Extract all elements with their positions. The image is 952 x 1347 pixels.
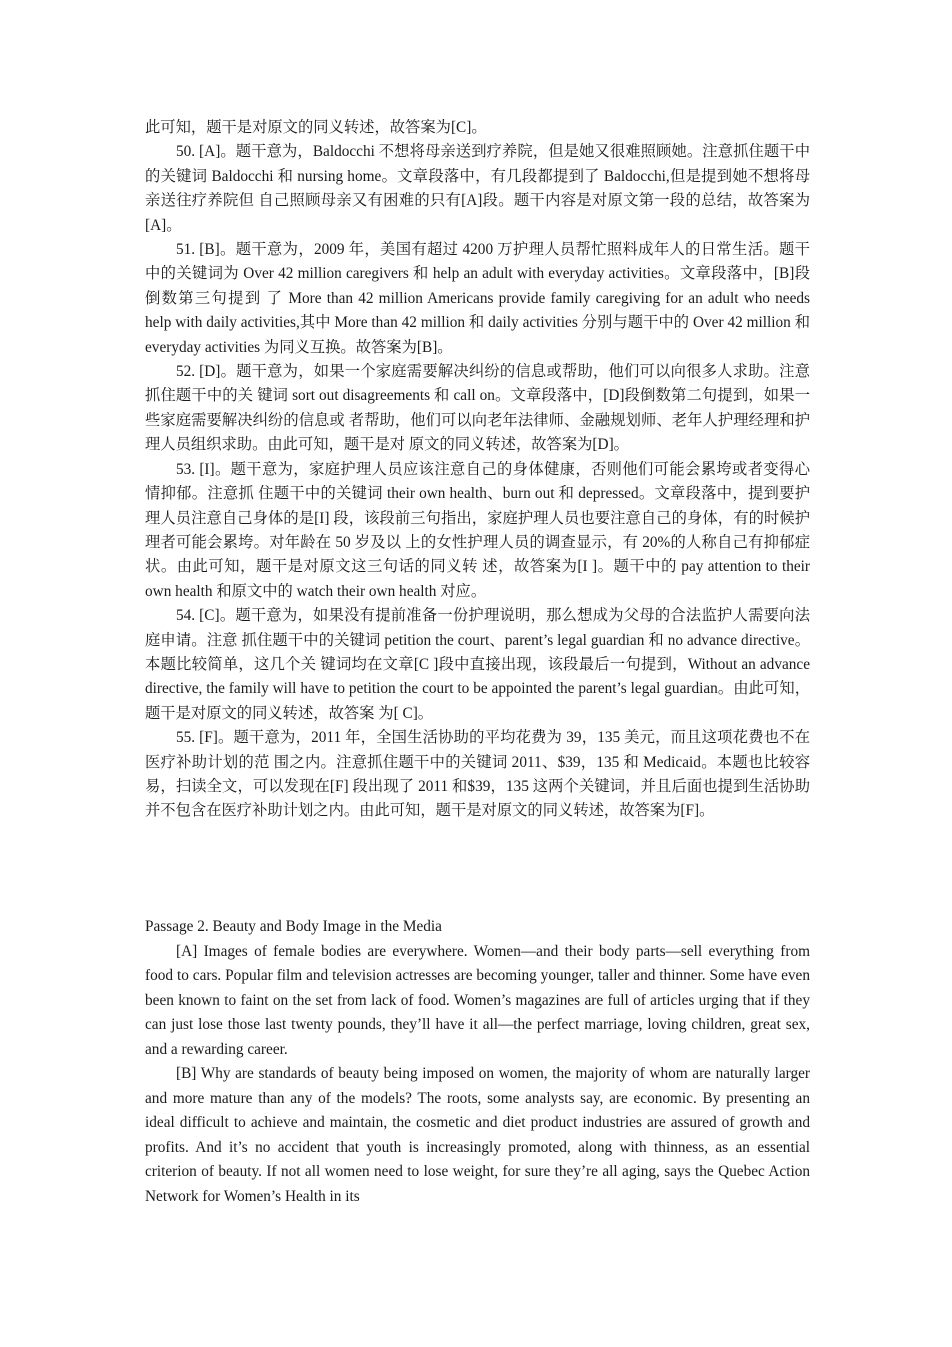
passage-paragraph-a: [A] Images of female bodies are everywhere. Women—and their body parts—sell everything from food to cars. Popular film and television actresses are becoming younger, taller and thinner. Some have even been known to faint on the set from lack of food. Women’s magazines are full of articles urging that if they can just lose those last twenty pounds, they’ll have it all—the perfect marriage, loving children, great sex, and a rewarding career. bbox=[145, 942, 810, 1058]
answer-50: 50. [A]。题干意为，Baldocchi 不想将母亲送到疗养院，但是她又很难照顾她。注意抓住题干中的关键词 Baldocchi 和 nursing home。文章段落中，有几段都提到了 Baldocchi,但是提到她不想将母亲送往疗养院但 自己照顾母亲又有困难的只有[A]段。题干内容是对原文第一段的总结，故答案为[A]。 bbox=[145, 143, 810, 234]
answer-55: 55. [F]。题干意为，2011 年，全国生活协助的平均花费为 39，135 美元，而且这项花费也不在医疗补助计划的范 围之内。注意抓住题干中的关键词 2011、$39，135 和 Medicaid。本题也比较容易，扫读全文，可以发现在[F] 段出现了 2011 和$39，135 这两个关键词，并且后面也提到生活协助并不包含在医疗补助计划之内。由此可知，题干是对原文的同义转述，故答案为[F]。 bbox=[145, 729, 810, 820]
answer-52: 52. [D]。题干意为，如果一个家庭需要解决纠纷的信息或帮助，他们可以向很多人求助。注意抓住题干中的关 键词 sort out disagreements 和 call on。文章段落中，[D]段倒数第二句提到，如果一些家庭需要解决纠纷的信息或 者帮助，他们可以向老年法律师、金融规划师、老年人护理经理和护理人员组织求助。由此可知，题干是对 原文的同义转述，故答案为[D]。 bbox=[145, 363, 810, 454]
passage-paragraph-b: [B] Why are standards of beauty being imposed on women, the majority of whom are naturally larger and more mature than any of the models? The roots, some analysts say, are economic. By presenting an ideal difficult to achieve and maintain, the cosmetic and diet product industries are assured of growth and profits. And it’s no accident that youth is increasingly promoted, along with thinness, as an essential criterion of beauty. If not all women need to lose weight, for sure they’re all aging, says the Quebec Action Network for Women’s Health in its bbox=[145, 1065, 810, 1205]
answer-49-tail: 此可知，题干是对原文的同义转述，故答案为[C]。 bbox=[145, 119, 487, 136]
passage-title: Passage 2. Beauty and Body Image in the Media bbox=[145, 918, 442, 935]
answer-51: 51. [B]。题干意为，2009 年，美国有超过 4200 万护理人员帮忙照料成年人的日常生活。题干中的关键词为 Over 42 million caregivers 和 help an adult with everyday activities。文章段落中，[B]段倒数第三句提到 了 More than 42 million Americans provide family caregiving for an adult who needs help with daily activities,其中 More than 42 million 和 daily activities 分别与题干中的 Over 42 million 和 everyday activities 为同义互换。故答案为[B]。 bbox=[145, 241, 810, 356]
answer-54: 54. [C]。题干意为，如果没有提前准备一份护理说明，那么想成为父母的合法监护人需要向法庭申请。注意 抓住题干中的关键词 petition the court、parent’s legal guardian 和 no advance directive。本题比较简单，这几个关 键词均在文章[C ]段中直接出现，该段最后一句提到，Without an advance directive, the family will have to petition the court to be appointed the parent’s legal guardian。由此可知，题干是对原文的同义转述，故答案 为[ C]。 bbox=[145, 607, 810, 722]
answer-explanations bbox=[145, 116, 810, 824]
answer-53: 53. [I]。题干意为，家庭护理人员应该注意自己的身体健康，否则他们可能会累垮或者变得心情抑郁。注意抓 住题干中的关键词 their own health、burn out 和 depressed。文章段落中，提到要护理人员注意自己身体的是[I] 段，该段前三句指出，家庭护理人员也要注意自己的身体，有的时候护理者可能会累垮。对年龄在 50 岁及以 上的女性护理人员的调查显示，有 20%的人称自己有抑郁症状。由此可知，题干是对原文这三句话的同义转 述，故答案为[I ]。题干中的 pay attention to their own health 和原文中的 watch their own health 对应。 bbox=[145, 460, 810, 600]
reading-passage bbox=[145, 915, 810, 1209]
